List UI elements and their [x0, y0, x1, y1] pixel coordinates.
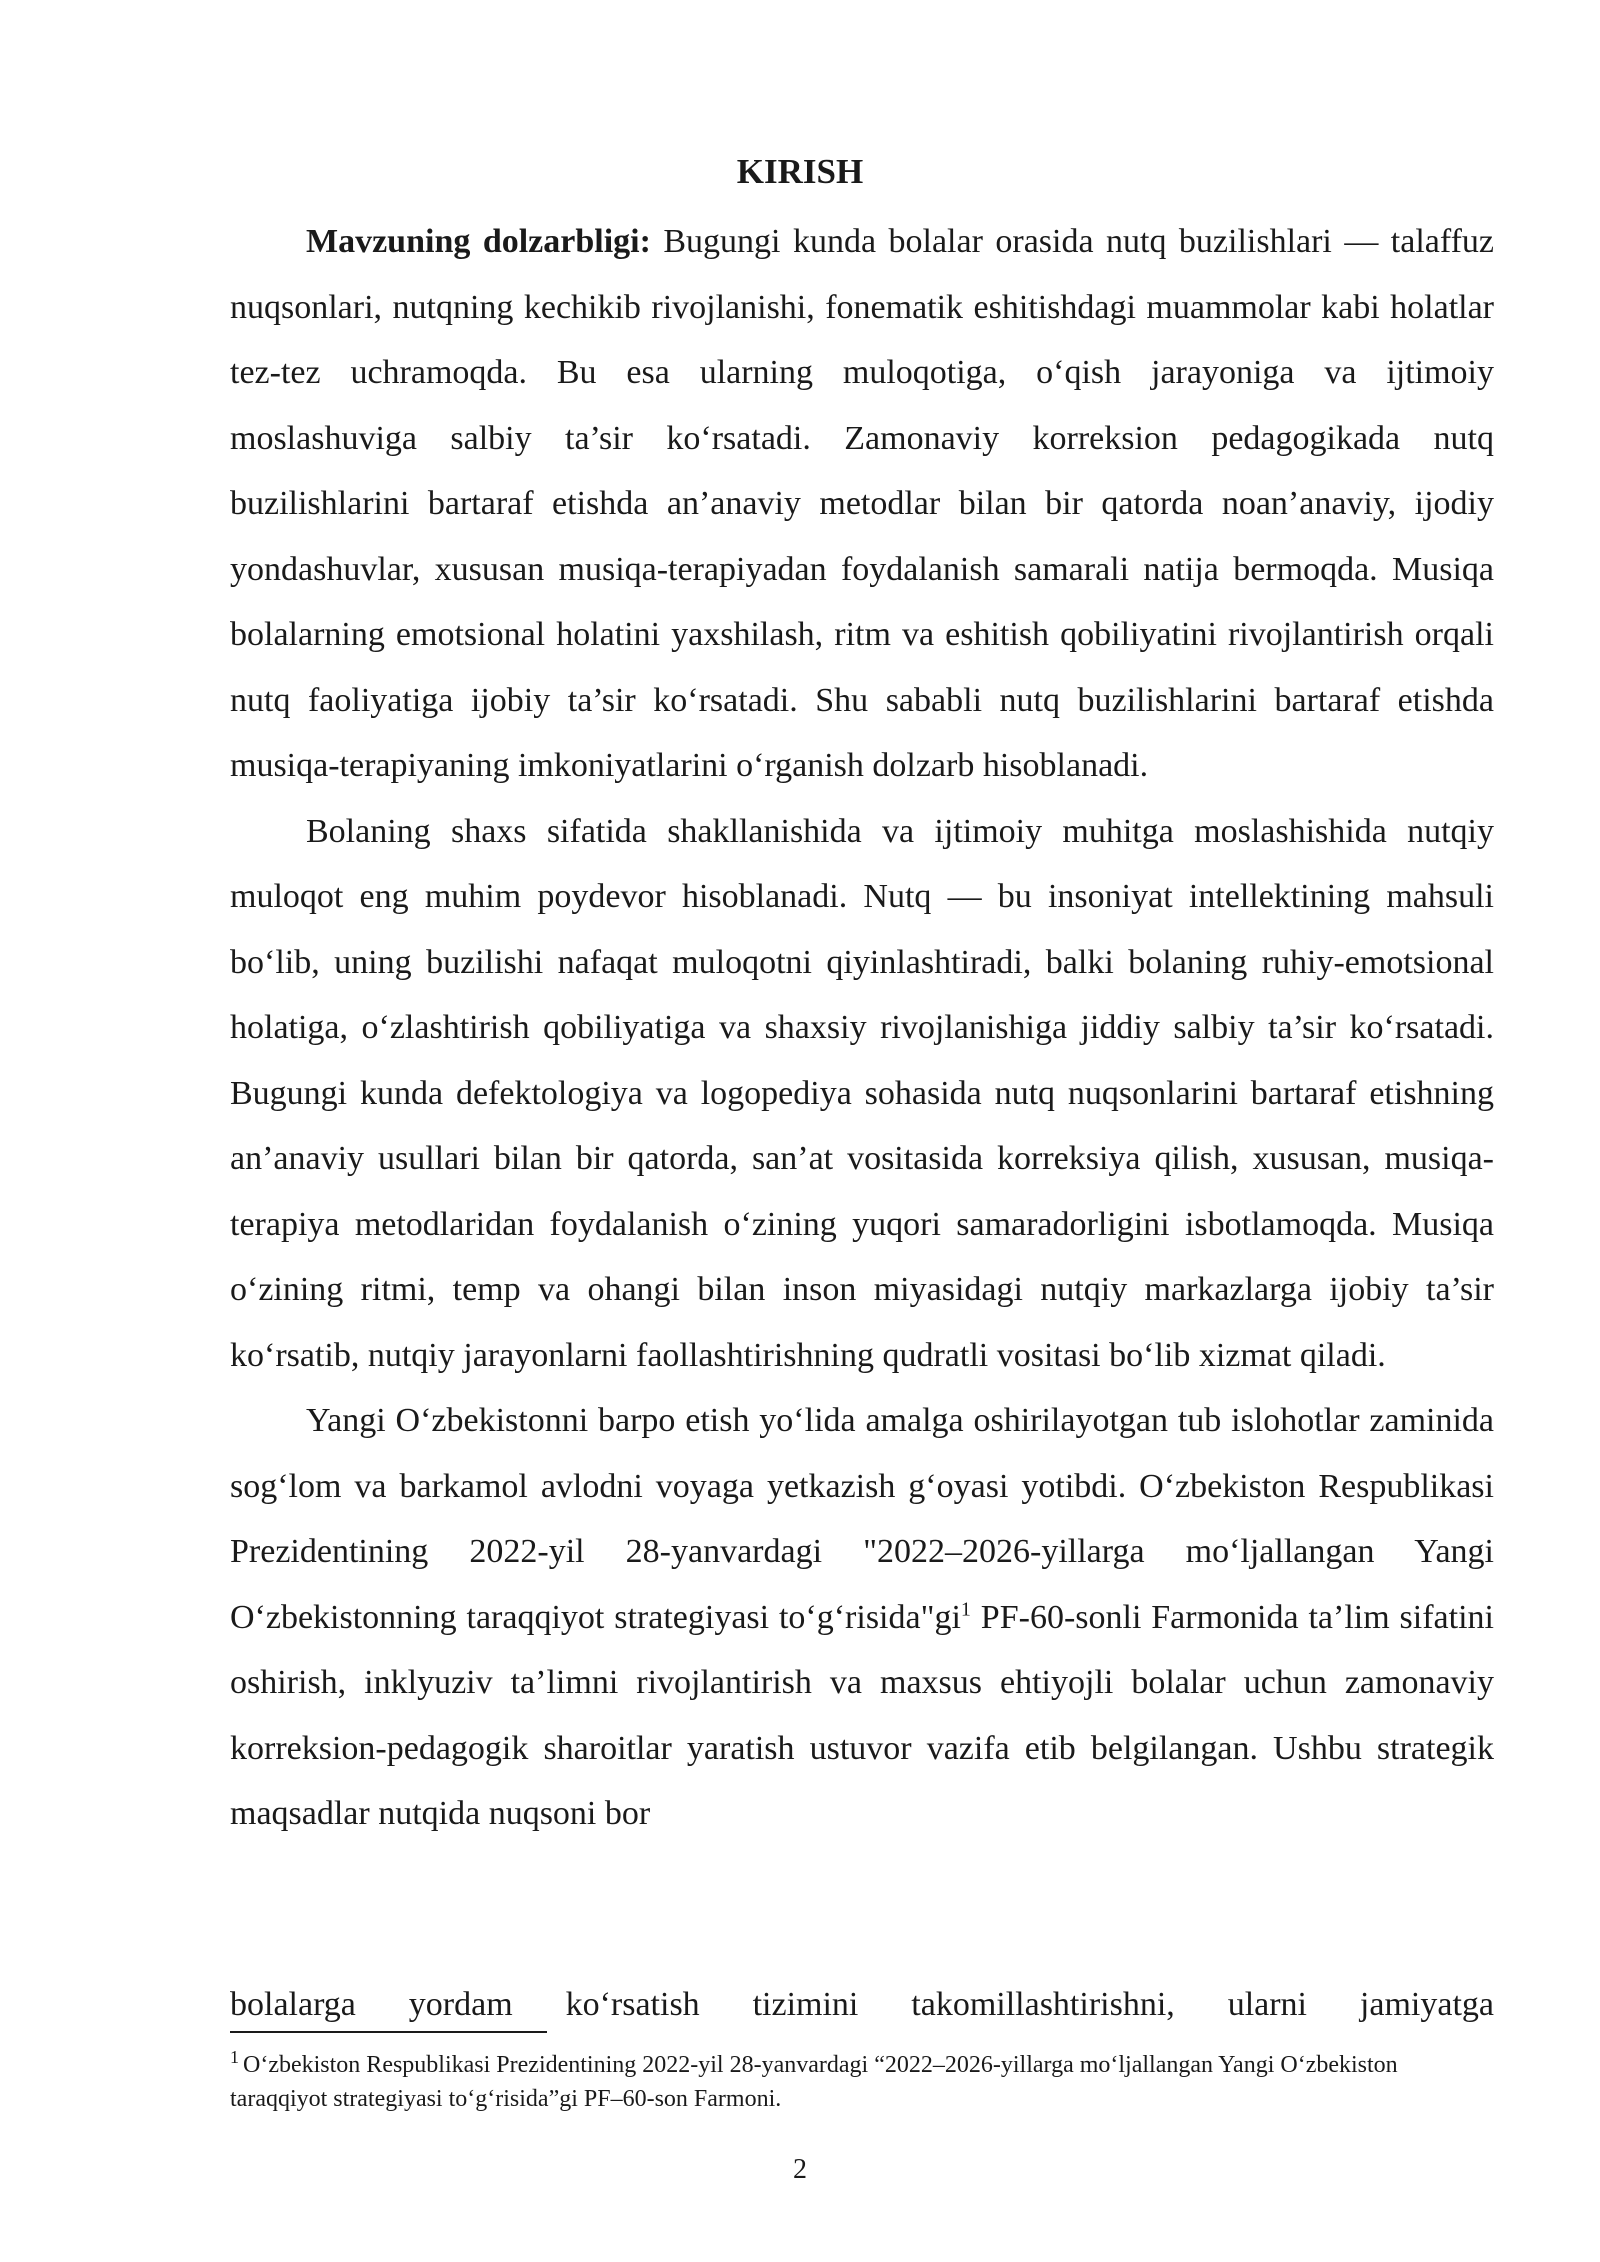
footnote-separator — [230, 2031, 547, 2033]
paragraph-strategy — [230, 1388, 1494, 1847]
footnote-reference[interactable]: 1 — [960, 1598, 971, 1621]
body-text — [230, 209, 1494, 1847]
footnote-mark: 1 — [230, 2047, 239, 2067]
paragraph-speech-importance: Bolaning shaxs sifatida shakllanishida va ijtimoiy muhitga moslashishida nutqiy muloqot eng muhim poydevor hisoblanadi. Nutq — bu insoniyat intellektining mahsuli bo‘lib, uning buzilishi nafaqat muloqotni qiyinlashtiradi, balki bolaning ruhiy-emotsional holatiga, o‘zlashtirish qobiliyatiga va shaxsiy rivojlanishiga jiddiy salbiy ta’sir ko‘rsatadi. Bugungi kunda defektologiya va logopediya sohasida nutq nuqsonlarini bartaraf etishning an’anaviy usullari bilan bir qatorda, san’at vositasida korreksiya qilish, xususan, musiqa-terapiya metodlaridan foydalanish o‘zining yuqori samaradorligini isbotlamoqda. Musiqa o‘zining ritmi, temp va ohangi bilan inson miyasidagi nutqiy markazlarga ijobiy ta’sir ko‘rsatib, nutqiy jarayonlarni faollashtirishning qudratli vositasi bo‘lib xizmat qiladi. — [230, 812, 1494, 1374]
page-heading: KIRISH — [736, 152, 864, 191]
footnote-text: O‘zbekiston Respublikasi Prezidentining 2022-yil 28-yanvardagi “2022–2026-yillarga mo‘ljallangan Yangi O‘zbekiston taraqqiyot strategiyasi to‘g‘risida”gi PF–60-son Farmoni. — [230, 2052, 1398, 2112]
footnote — [230, 2048, 1494, 2116]
strategy-text-after-ref: PF-60-sonli Farmonida ta’lim sifatini oshirish, inklyuziv ta’limni rivojlantirish va maxsus ehtiyojli bolalar uchun zamonaviy korreksion-pedagogik sharoitlar yaratish ustuvor vazifa etib belgilangan. Ushbu strategik maqsadlar nutqida nuqsoni bor — [230, 1598, 1494, 1832]
relevance-label: Mavzuning dolzarbligi: — [306, 223, 651, 260]
paragraph-strategy-last-line: bolalarga yordam ko‘rsatish tizimini takomillashtirishni, ularni jamiyatga — [230, 1986, 1494, 2023]
relevance-text: Bugungi kunda bolalar orasida nutq buzilishlari — talaffuz nuqsonlari, nutqning kechikib rivojlanishi, fonematik eshitishdagi muammolar kabi holatlar tez-tez uchramoqda. Bu esa ularning muloqotiga, o‘qish jarayoniga va ijtimoiy moslashuviga salbiy ta’sir ko‘rsatadi. Zamonaviy korreksion pedagogikada nutq buzilishlarini bartaraf etishda an’anaviy metodlar bilan bir qatorda noan’anaviy, ijodiy yondashuvlar, xususan musiqa-terapiyadan foydalanish samarali natija bermoqda. Musiqa bolalarning emotsional holatini yaxshilash, ritm va eshitish qobiliyatini rivojlantirish orqali nutq faoliyatiga ijobiy ta’sir ko‘rsatadi. Shu sababli nutq buzilishlarini bartaraf etishda musiqa-terapiyaning imkoniyatlarini o‘rganish dolzarb hisoblanadi. — [230, 223, 1494, 784]
page-number: 2 — [793, 2154, 807, 2185]
paragraph-relevance — [230, 209, 1494, 799]
strategy-text-before-ref: Yangi O‘zbekistonni barpo etish yo‘lida amalga oshirilayotgan tub islohotlar zaminida sog‘lom va barkamol avlodni voyaga yetkazish g‘oyasi yotibdi. O‘zbekiston Respublikasi Prezidentining 2022-yil 28-yanvardagi "2022–2026-yillarga mo‘ljallangan Yangi O‘zbekistonning taraqqiyot strategiyasi to‘g‘risida"gi — [230, 1402, 1494, 1636]
